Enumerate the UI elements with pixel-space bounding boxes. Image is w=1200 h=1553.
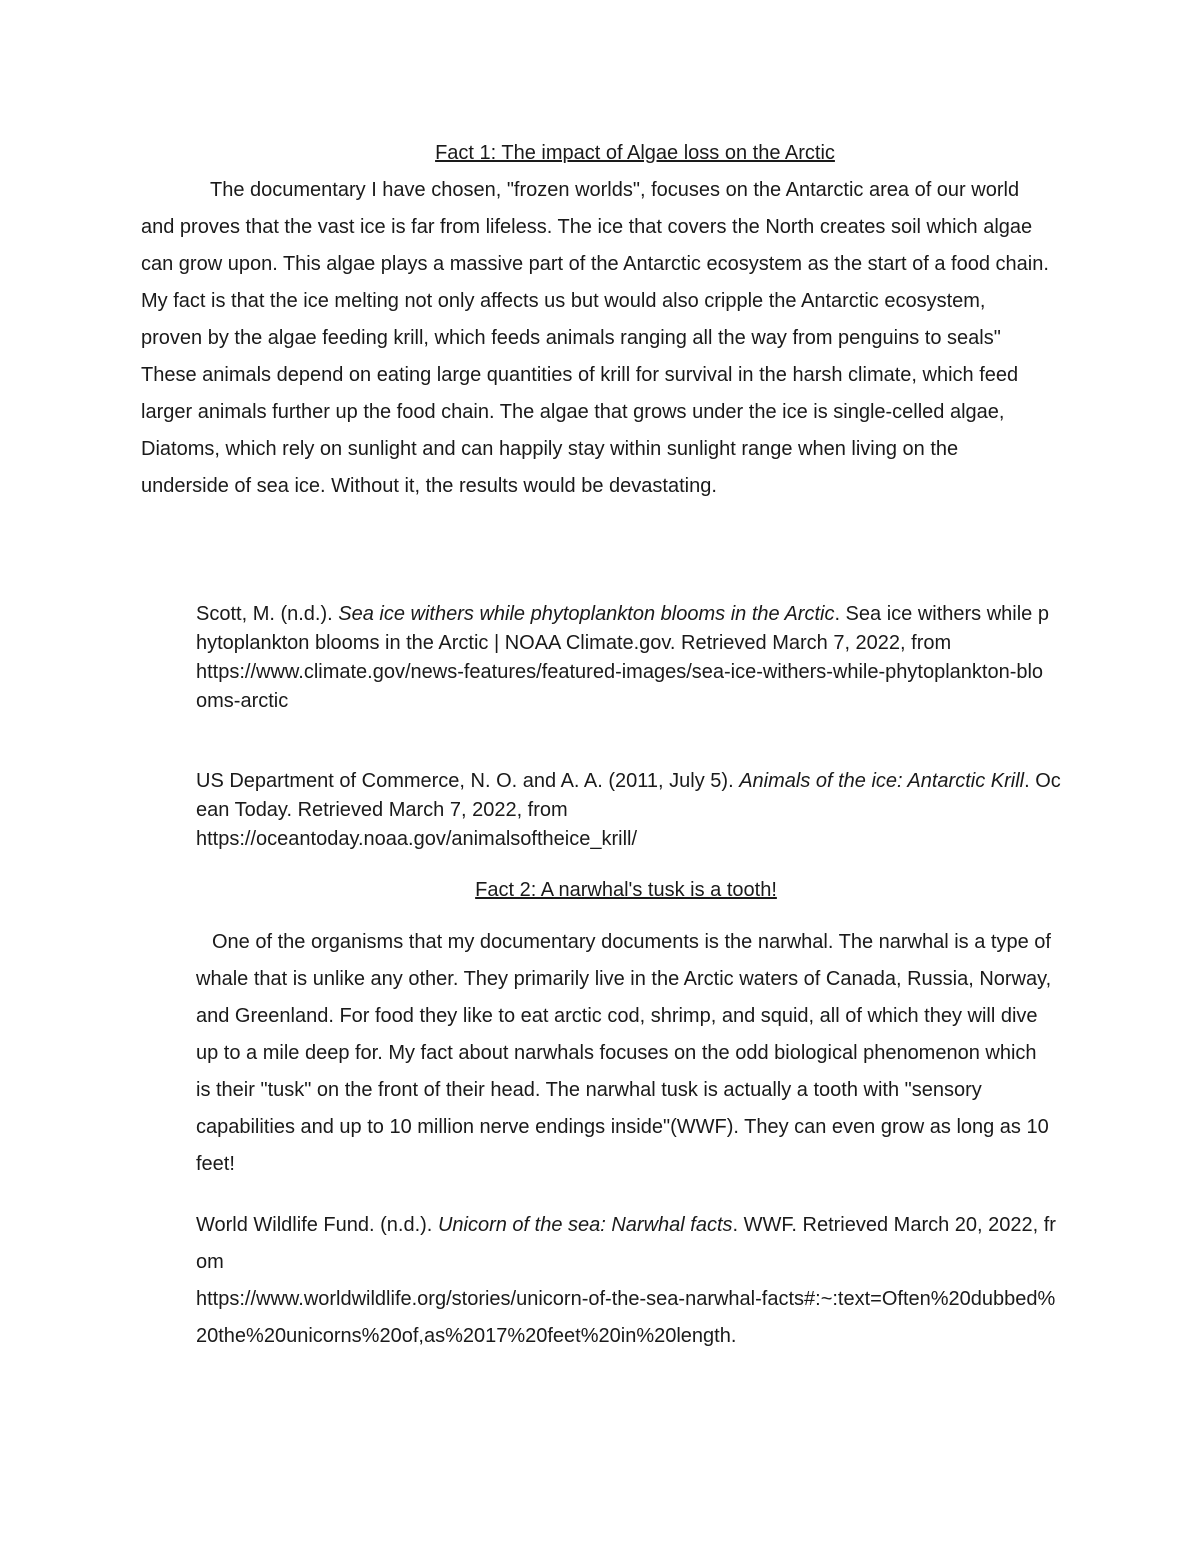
reference-title: Unicorn of the sea: Narwhal facts bbox=[437, 1214, 733, 1236]
fact1-heading: Fact 1: The impact of Algae loss on the Arctic bbox=[435, 142, 835, 164]
reference-url: https://oceantoday.noaa.gov/animalsoftheice_krill/ bbox=[196, 828, 638, 850]
fact2-paragraph: One of the organisms that my documentary documents is the narwhal. The narwhal is a type of whale that is unlike any other. They primarily live in the Arctic waters of Canada, Russia, Norway, and Greenland. For food they like to eat arctic cod, shrimp, and squid, all of which they will dive up to a mile deep for. My fact about narwhals focuses on the odd biological phenomenon which is their "tusk" on the front of their head. The narwhal tusk is actually a tooth with "sensory capabilities and up to 10 million nerve endings inside"(WWF). They can even grow as long as 10 feet! bbox=[196, 931, 1052, 1175]
reference-title: Sea ice withers while phytoplankton blooms in the Arctic bbox=[338, 603, 835, 625]
reference-author: US Department of Commerce, N. O. and A. A. (2011, July 5). bbox=[196, 770, 740, 792]
reference-entry bbox=[196, 1207, 1060, 1355]
reference-entry bbox=[196, 600, 1052, 716]
reference-details: . Sea ice withers while phytoplankton blooms in the Arctic | NOAA Climate.gov. Retrieved March 7, 2022, from bbox=[196, 603, 1049, 654]
fact2-heading: Fact 2: A narwhal's tusk is a tooth! bbox=[475, 879, 777, 901]
reference-details: . WWF. Retrieved March 20, 2022, from bbox=[196, 1214, 1056, 1273]
reference-author: Scott, M. (n.d.). bbox=[196, 603, 339, 625]
reference-url: https://www.climate.gov/news-features/featured-images/sea-ice-withers-while-phytoplankton-blooms-arctic bbox=[196, 661, 1044, 712]
fact1-paragraph: The documentary I have chosen, "frozen worlds", focuses on the Antarctic area of our world and proves that the vast ice is far from lifeless. The ice that covers the North creates soil which algae can grow upon. This algae plays a massive part of the Antarctic ecosystem as the start of a food chain. My fact is that the ice melting not only affects us but would also cripple the Antarctic ecosystem, proven by the algae feeding krill, which feeds animals ranging all the way from penguins to seals" These animals depend on eating large quantities of krill for survival in the harsh climate, which feed larger animals further up the food chain. The algae that grows under the ice is single-celled algae, Diatoms, which rely on sunlight and can happily stay within sunlight range when living on the underside of sea ice. Without it, the results would be devastating. bbox=[141, 179, 1049, 497]
reference-url: https://www.worldwildlife.org/stories/unicorn-of-the-sea-narwhal-facts#:~:text=Often%20dubbed%20the%20unicorns%20of,as%2017%20feet%20in%20length. bbox=[196, 1288, 1056, 1347]
reference-details: . Ocean Today. Retrieved March 7, 2022, from bbox=[196, 770, 1061, 821]
reference-title: Animals of the ice: Antarctic Krill bbox=[739, 770, 1025, 792]
reference-entry bbox=[196, 767, 1066, 854]
reference-author: World Wildlife Fund. (n.d.). bbox=[196, 1214, 438, 1236]
